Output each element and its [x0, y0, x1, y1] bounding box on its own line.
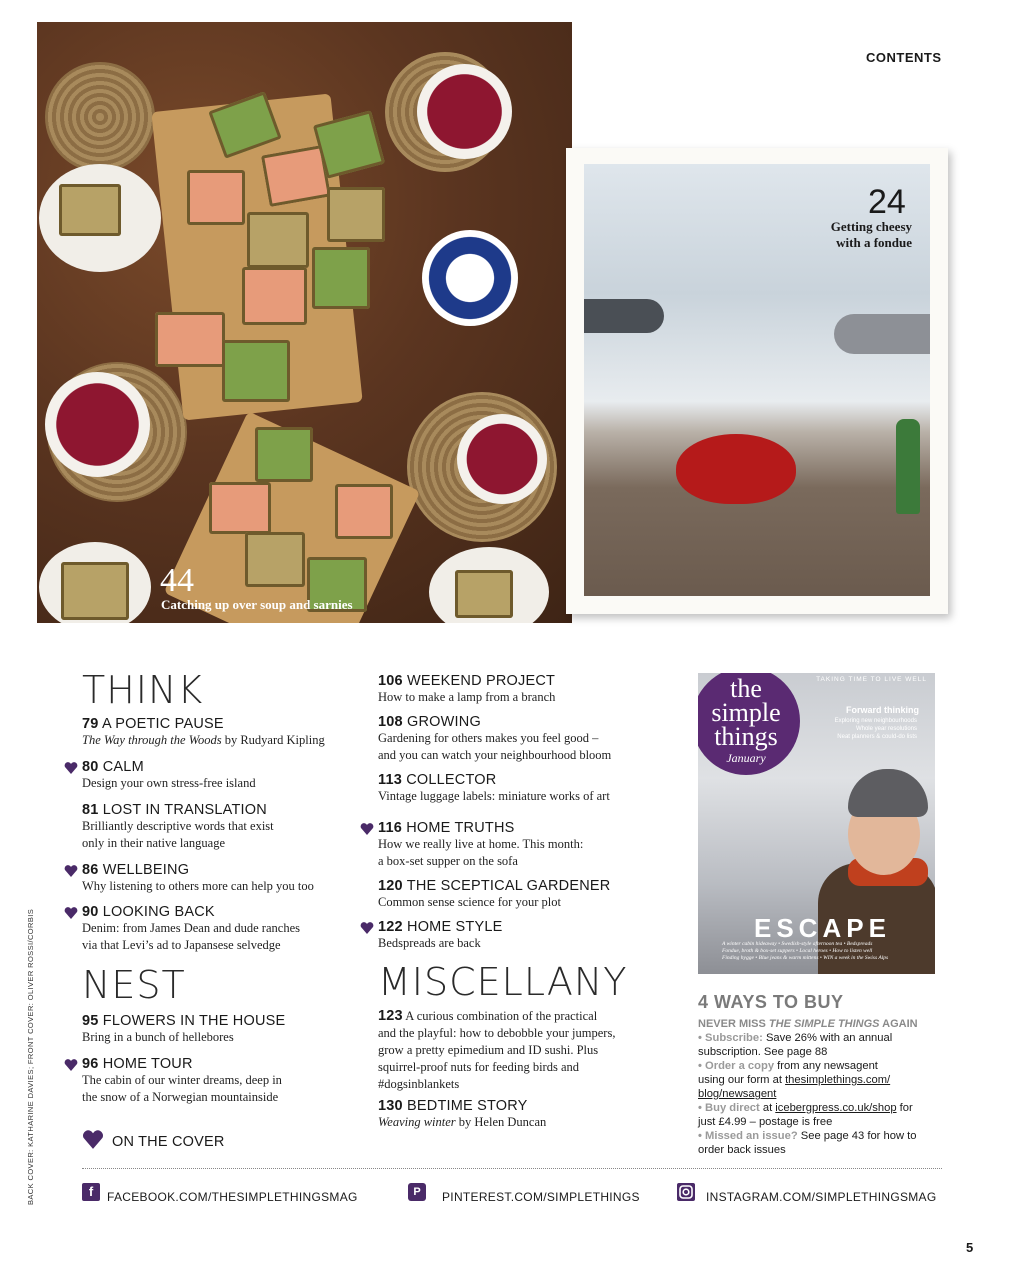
fondue-page-number: 24 — [868, 183, 906, 221]
section-heading-nest: NEST — [82, 963, 186, 1007]
on-cover-label: ON THE COVER — [112, 1134, 225, 1150]
contents-entry[interactable]: 95 FLOWERS IN THE HOUSE Bring in a bunch of hellebores — [82, 1013, 286, 1044]
cover-tagline: TAKING TIME TO LIVE WELL — [816, 676, 927, 683]
page-number: 79 — [82, 716, 99, 732]
heart-icon — [360, 823, 374, 835]
photo-page-number: 44 — [160, 562, 194, 599]
cover-coverlines: A winter cabin hideaway • Swedish-style afternoon tea • Bedspreads Fondue, broth & box-set suppers • Local heroes • How to listen well Finding hygge • Blue jeans & warm mittens • WIN a week in the Swiss Alps — [722, 941, 889, 961]
cover-subtext: Exploring new neighbourhoods Whole year resolutions Neat planners & could-do lists — [834, 718, 917, 740]
section-heading-think: THINK — [82, 668, 204, 712]
heart-icon — [64, 1059, 78, 1071]
footer-divider — [82, 1168, 942, 1169]
contents-entry[interactable]: 122 HOME STYLE Bedspreads are back — [378, 919, 503, 950]
page-number: 5 — [966, 1240, 974, 1255]
contents-entry[interactable]: 90 LOOKING BACK Denim: from James Dean and dude ranches via that Levi’s ad to Japansese selvedge — [82, 904, 300, 952]
contents-entry[interactable]: 86 WELLBEING Why listening to others more can help you too — [82, 862, 314, 893]
contents-entry[interactable]: 106 WEEKEND PROJECT How to make a lamp from a branch — [378, 673, 556, 704]
section-label: CONTENTS — [866, 50, 942, 65]
contents-entry[interactable]: 96 HOME TOUR The cabin of our winter dreams, deep in the snow of a Norwegian mountainside — [82, 1056, 282, 1104]
facebook-icon[interactable]: f — [82, 1183, 100, 1201]
instagram-link[interactable]: INSTAGRAM.COM/SIMPLETHINGSMAG — [706, 1190, 937, 1204]
contents-entry[interactable]: 80 CALM Design your own stress-free island — [82, 759, 256, 790]
contents-entry[interactable]: 81 LOST IN TRANSLATION Brilliantly descriptive words that exist only in their native language — [82, 802, 274, 850]
instagram-icon[interactable] — [677, 1183, 695, 1201]
pinterest-icon[interactable]: P — [408, 1183, 426, 1201]
fondue-caption: Getting cheesy with a fondue — [830, 219, 912, 250]
entry-title: A POETIC PAUSE — [101, 716, 224, 732]
heart-icon — [64, 907, 78, 919]
contents-entry[interactable]: 108 GROWING Gardening for others makes you feel good – and you can watch your neighbourhood bloom — [378, 714, 612, 762]
newsagent-link-cont[interactable]: blog/newsagent — [698, 1088, 777, 1100]
cover-headline: Forward thinking — [846, 705, 919, 715]
buy-heading: 4 WAYS TO BUY — [698, 992, 844, 1012]
buy-list: • Subscribe: Save 26% with an annual subscription. See page 88 • Order a copy from any newsagent using our form at thesimplethings.com/ blog/newsagent • Buy direct at icebergpress.co.uk/shop for just £4.99 – postage is free • Missed an issue? See page 43 for how to order back issues — [698, 1032, 917, 1156]
contents-entry[interactable]: 130 BEDTIME STORY Weaving winter by Helen Duncan — [378, 1098, 547, 1129]
shop-link[interactable]: icebergpress.co.uk/shop — [775, 1102, 897, 1114]
contents-entry[interactable]: 123 A curious combination of the practical and the playful: how to debobble your jumpers, grow a pretty epimedium and ID sushi. Plus squirrel-proof nuts for feeding birds and #dogsinblankets — [378, 1008, 616, 1091]
heart-icon — [64, 762, 78, 774]
buy-subheading: NEVER MISS THE SIMPLE THINGS AGAIN — [698, 1018, 918, 1030]
heart-icon — [82, 1130, 104, 1154]
photo-credit: BACK COVER: KATHARINE DAVIES; FRONT COVER: OLIVER ROSSI/CORBIS — [26, 908, 35, 1205]
heart-icon — [360, 922, 374, 934]
contents-entry[interactable]: 113 COLLECTOR Vintage luggage labels: miniature works of art — [378, 772, 610, 803]
section-heading-miscellany: MISCELLANY — [378, 960, 628, 1004]
contents-entry[interactable]: 120 THE SCEPTICAL GARDENER Common sense science for your plot — [378, 878, 611, 909]
photo-caption: Catching up over soup and sarnies — [161, 597, 353, 612]
magazine-logo: the simple things January — [698, 673, 800, 775]
magazine-cover[interactable] — [698, 673, 935, 974]
heart-icon — [64, 865, 78, 877]
contents-entry[interactable]: 79 A POETIC PAUSE The Way through the Woods by Rudyard Kipling — [82, 716, 325, 747]
photo-soup-and-sarnies — [37, 22, 572, 623]
pinterest-link[interactable]: PINTEREST.COM/SIMPLETHINGS — [442, 1190, 640, 1204]
cover-main-title: ESCAPE — [754, 913, 891, 943]
facebook-link[interactable]: FACEBOOK.COM/THESIMPLETHINGSMAG — [107, 1190, 358, 1204]
newsagent-link[interactable]: thesimplethings.com/ — [785, 1074, 891, 1086]
contents-entry[interactable]: 116 HOME TRUTHS How we really live at home. This month: a box-set supper on the sofa — [378, 820, 584, 868]
